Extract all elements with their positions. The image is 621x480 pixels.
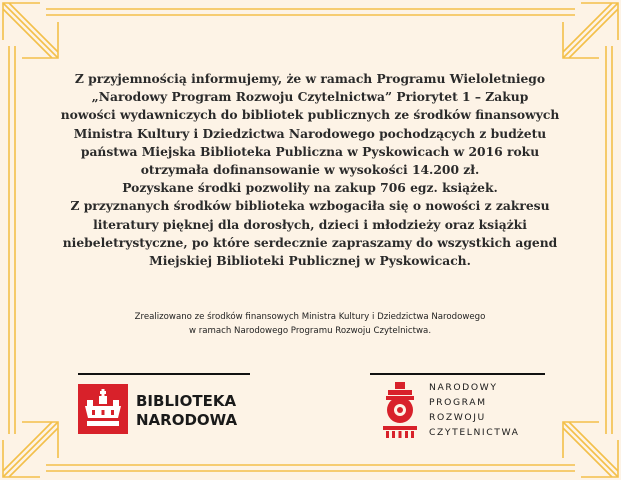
crown-icon	[78, 384, 128, 434]
wordmark-line: NARODOWY	[429, 382, 498, 393]
notice-line: niebeletrystyczne, po które serdecznie zapraszamy do wszystkich agend	[62, 234, 558, 250]
nprc-logo	[383, 380, 543, 440]
notice-line: nowości wydawniczych do bibliotek publicznych ze środków finansowych	[60, 107, 560, 123]
divider-right	[370, 373, 545, 375]
nprc-wordmark	[429, 380, 520, 440]
locomotive-icon	[383, 382, 417, 438]
notice-line: Miejskiej Biblioteki Publicznej w Pyskowicach.	[149, 253, 471, 269]
notice-line: Ministra Kultury i Dziedzictwa Narodowego pochodzących z budżetu	[73, 125, 547, 141]
notice-line: Z przyjemnością informujemy, że w ramach Programu Wieloletniego	[74, 71, 546, 86]
wordmark-line: CZYTELNICTWA	[429, 427, 520, 438]
notice-line: literatury pięknej dla dorosłych, dzieci i młodzieży oraz książki	[93, 216, 527, 232]
divider-left	[78, 373, 250, 375]
corner-ornament-top-right	[563, 3, 618, 58]
funding-notice	[60, 70, 560, 270]
corner-ornament-bottom-right	[563, 422, 618, 477]
wordmark-line: NARODOWA	[136, 411, 238, 429]
notice-line: otrzymała dofinansowanie w wysokości 14.200 zł.	[140, 162, 480, 178]
biblioteka-narodowa-logo	[78, 384, 238, 436]
wordmark-line: BIBLIOTEKA	[136, 392, 237, 410]
wordmark-line: ROZWOJU	[429, 412, 486, 423]
footnote-line: Zrealizowano ze środków finansowych Ministra Kultury i Dziedzictwa Narodowego	[134, 312, 486, 322]
notice-line: Pozyskane środki pozwoliły na zakup 706 egz. książek.	[122, 180, 498, 196]
funding-footnote	[60, 310, 560, 338]
corner-ornament-top-left	[3, 3, 58, 58]
notice-line: państwa Miejska Biblioteka Publiczna w Pyskowicach w 2016 roku	[80, 143, 540, 159]
notice-line: „Narodowy Program Rozwoju Czytelnictwa” Priorytet 1 – Zakup	[91, 89, 529, 105]
corner-ornament-bottom-left	[3, 422, 58, 477]
biblioteka-narodowa-wordmark	[136, 392, 237, 430]
wordmark-line: PROGRAM	[429, 397, 487, 408]
footnote-line: w ramach Narodowego Programu Rozwoju Czytelnictwa.	[188, 326, 432, 336]
notice-line: Z przyznanych środków biblioteka wzbogaciła się o nowości z zakresu	[70, 198, 550, 214]
